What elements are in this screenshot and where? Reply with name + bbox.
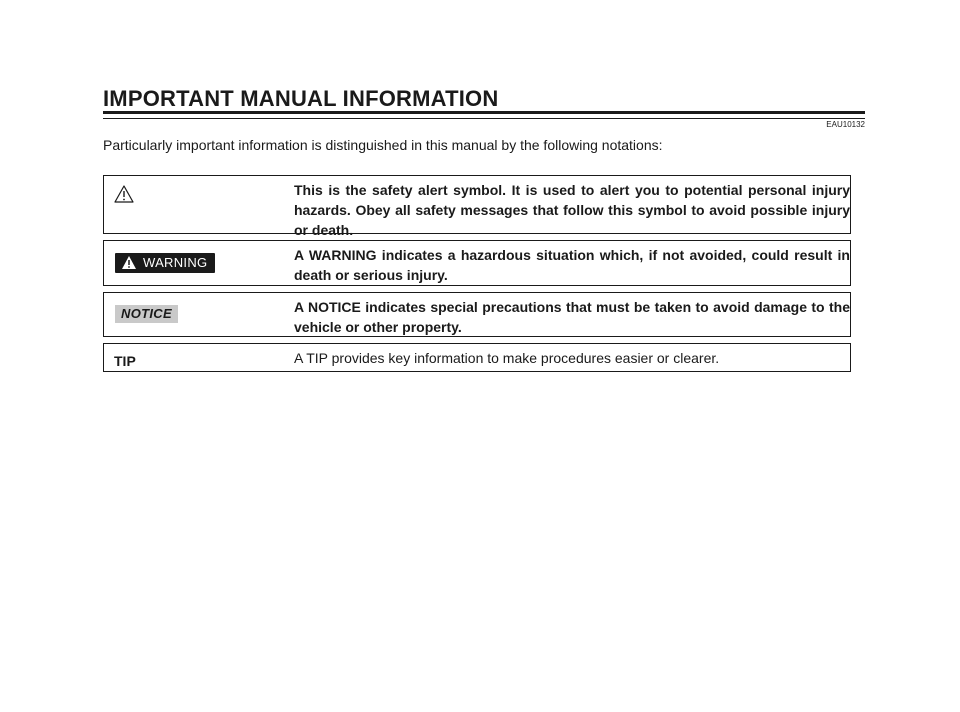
document-code: EAU10132: [826, 120, 865, 129]
warning-triangle-icon: [121, 255, 137, 270]
notation-description: A NOTICE indicates special precautions that must be taken to avoid damage to the vehicle or other property.: [294, 299, 850, 335]
notation-tip: [103, 343, 851, 372]
notation-description: A WARNING indicates a hazardous situation which, if not avoided, could result in death or serious injury.: [294, 247, 850, 283]
title-divider: [103, 111, 865, 119]
notation-safety-alert: [103, 175, 851, 238]
warning-badge-label: WARNING: [143, 255, 208, 270]
notation-warning: [103, 240, 851, 286]
notice-badge: NOTICE: [115, 305, 178, 323]
alert-triangle-icon: [114, 185, 134, 203]
intro-text: Particularly important information is distinguished in this manual by the following notations:: [103, 137, 663, 153]
notation-description: A TIP provides key information to make procedures easier or clearer.: [294, 350, 720, 366]
warning-badge: [115, 253, 215, 273]
page-title: IMPORTANT MANUAL INFORMATION: [103, 86, 499, 111]
tip-label: TIP: [114, 353, 136, 369]
notation-description: This is the safety alert symbol. It is used to alert you to potential personal injury hazards. Obey all safety messages that follow this symbol to avoid possible injury or death.: [294, 182, 850, 238]
notation-notice: [103, 292, 851, 337]
